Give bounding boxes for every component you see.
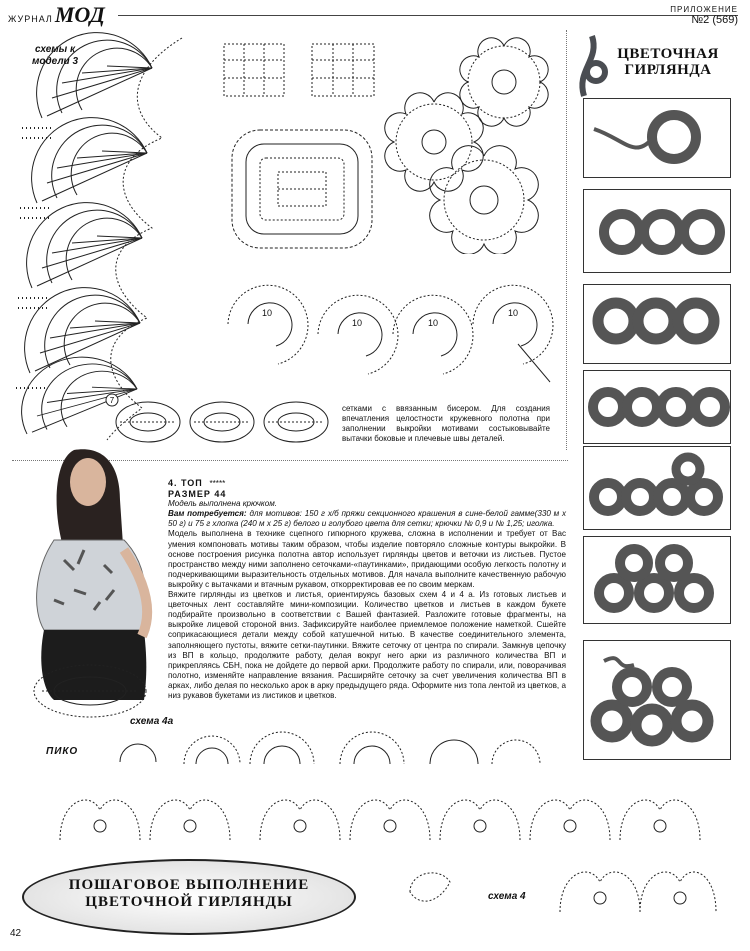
square-motif-diagram	[226, 124, 378, 254]
schemes-label: схемы к модели 3	[31, 44, 79, 67]
step-photo-4	[583, 370, 731, 444]
motif-number-4: 10	[508, 308, 519, 318]
square-grid-diagrams	[218, 38, 378, 108]
step-photo-7	[583, 640, 731, 760]
step-photo-1	[583, 98, 731, 178]
difficulty-stars: *****	[209, 479, 226, 488]
scheme-4-caption: схема 4	[488, 891, 526, 902]
article-heading: 4. ТОП	[168, 478, 203, 488]
banner-line-2: ЦВЕТОЧНОЙ ГИРЛЯНДЫ	[85, 894, 293, 910]
scheme-4-row-diagram	[50, 780, 730, 854]
step-photo-6	[583, 536, 731, 624]
continuation-text: сетками с ввязанным бисером. Для создания впечатления целостности кружевного полотна при заполнении выкройки мотивами состыковывайте вытачки боковые и плечевые швы деталей.	[342, 404, 550, 443]
article-paragraph-2: Вяжите гирлянды из цветков и листья, ориентируясь базовых схем 4 и 4 а. Из готовых листьев и цветочных лент составляйте мини-композиции. Количество цветков и листьев в каждом букете подбирайте произвольно в соответствии с Вашей фантазией. Разложите готовые фрагменты, на выкройке лицевой стороной вниз. Зафиксируйте наиболее приемлемое положение наметкой. Сшейте соприкасающиеся детали между собой катушечной нитью. В качестве соединительного элемента, заполняющего пустоты, вяжите сетки-паутинки. Вяжите сеточку от центра по спирали. Замкнув цепочку из ВП в кольцо, продолжите работу, делая вокруг него арки из различного количества ВП и прикрепляясь СБН, пока не дойдете до первой арки. Продолжите работу по спирали, или, поворачивая полотно, изменяйте направление вязания. Расширяйте сеточку за счет увеличения количества ВП в арках, либо делая по несколько арок в арку предыдущего ряда. Оформите низ топа лентой из цветков, а низ рукавов букетами из листиков и цветков.	[168, 590, 566, 700]
yarn-tail-photo	[578, 30, 608, 100]
leaf-motifs-diagram	[218, 264, 560, 396]
motif-number-3: 10	[428, 318, 439, 328]
scheme-4a-diagram	[100, 712, 570, 778]
materials-text: для мотивов: 150 г х/б пряжи секционного крашения в сине-белой гамме(330 м х 50 г) и 75 г хлопка (240 м х 25 г) белого и голубого цвета для сетки; крючки № 0,9 и № 1,25; иголка.	[168, 509, 567, 529]
column-divider	[566, 30, 567, 450]
pico-label: ПИКО	[46, 746, 79, 757]
motif-number-1: 10	[262, 308, 273, 318]
flower-motifs-diagram	[384, 32, 564, 254]
header-rule	[118, 15, 738, 16]
garland-title: ЦВЕТОЧНАЯ ГИРЛЯНДА	[617, 46, 719, 78]
issue-number: №2 (569)	[691, 14, 738, 26]
magazine-name: МОД	[54, 2, 105, 27]
banner-line-1: ПОШАГОВОЕ ВЫПОЛНЕНИЕ	[68, 877, 310, 893]
materials-label: Вам потребуется:	[168, 509, 247, 519]
scheme-4-diagram	[400, 852, 720, 936]
page-number: 42	[10, 928, 22, 939]
steps-banner-text	[22, 877, 356, 911]
magazine-prefix: ЖУРНАЛ	[8, 14, 53, 24]
step-photo-3	[583, 284, 731, 364]
scheme-4a-caption: схема 4а	[130, 716, 174, 727]
supplement-label: ПРИЛОЖЕНИЕ	[670, 5, 738, 14]
motif-number-2: 10	[352, 318, 363, 328]
article-paragraph-1: Модель выполнена в технике сцепного гипюрного кружева, сложна в исполнении и требует от Вас умения компоновать мотивы таким образом, чтобы изделие повторяло сложные контуры выкройки. В основе построения рисунка полотна автор использует гирлянды цветов и веточки из листьев. Пустое пространство между ними заполнено сеточками-«паутинками», придающими особую легкость полотну и подчеркивающими выразительность отдельных мотивов. Для начала выполните качественную рабочую выкройку с вытачками и втачным рукавом, откорректировав ее по своим меркам.	[168, 529, 566, 589]
article-size: РАЗМЕР 44	[168, 489, 227, 500]
article-subtitle: Модель выполнена крючком.	[168, 499, 278, 509]
magazine-logo	[8, 2, 105, 28]
fan-number: 7	[109, 396, 115, 405]
step-photo-2	[583, 189, 731, 273]
step-photo-5	[583, 446, 731, 530]
fan-border-diagram	[12, 28, 212, 448]
issue-info	[670, 4, 738, 26]
article	[168, 478, 566, 701]
